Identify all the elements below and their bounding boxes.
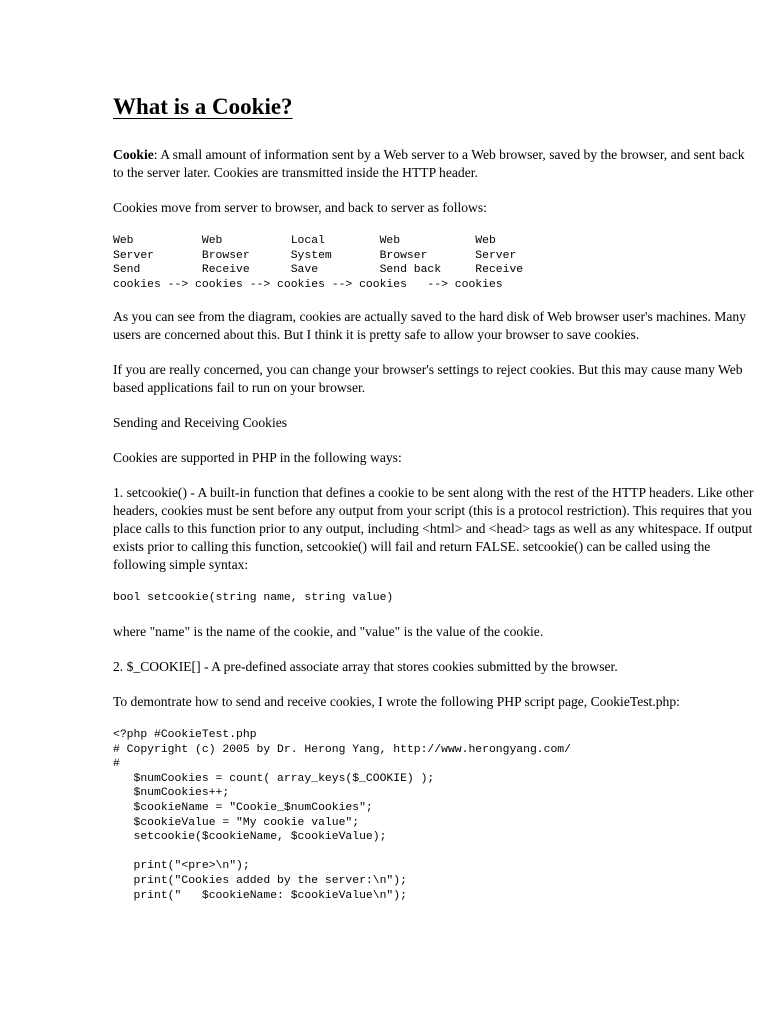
php-support-intro: Cookies are supported in PHP in the following ways:	[113, 450, 402, 466]
section-heading: Sending and Receiving Cookies	[113, 415, 288, 431]
cookie-array-item: 2. $_COOKIE[] - A pre-defined associate array that stores cookies submitted by the browser.	[113, 658, 618, 674]
paragraph-hard-disk: As you can see from the diagram, cookies are actually saved to the hard disk of Web browser user's machines. Many users are concerned about this. But I think it is pretty safe to allow your browser to save cookies.	[113, 309, 747, 343]
cookie-definition	[113, 146, 758, 182]
document-title: What is a Cookie?	[113, 94, 293, 119]
setcookie-syntax: bool setcookie(string name, string value)	[113, 592, 394, 605]
cookie-flow-diagram: Web Web Local Web Web Server Browser System Browser Server Send Receive Save Send back Receive cookies --> cookies --> cookies --> cookies --> cookies	[113, 235, 524, 291]
cookie-definition-text: : A small amount of information sent by a Web server to a Web browser, saved by the browser, and sent back to the server later. Cookies are transmitted inside the HTTP header.	[113, 147, 745, 180]
document-page	[113, 92, 758, 920]
php-code-block: <?php #CookieTest.php # Copyright (c) 2005 by Dr. Herong Yang, http://www.herongyang.com/ # $numCookies = count( array_keys($_COOKIE) ); $numCookies++; $cookieName = "Cookie_$numCookies"; $cookieValue = "My cookie value"; setcookie($cookieName, $cookieValue); print("<pre>\n"); print("Cookies added by the server:\n"); print(" $cookieName: $cookieValue\n");	[113, 728, 571, 902]
demo-intro: To demontrate how to send and receive cookies, I wrote the following PHP script page, CookieTest.php:	[113, 693, 680, 709]
paragraph-concerned: If you are really concerned, you can change your browser's settings to reject cookies. But this may cause many Web based applications fail to run on your browser.	[113, 362, 743, 396]
setcookie-item: 1. setcookie() - A built-in function that defines a cookie to be sent along with the rest of the HTTP headers. Like other headers, cookies must be sent before any output from your script (this is a protocol restriction). This requires that you place calls to this function prior to any output, including <html> and <head> tags as well as any whitespace. If output exists prior to calling this function, setcookie() will fail and return FALSE. setcookie() can be called using the following simple syntax:	[113, 485, 754, 573]
syntax-explanation: where "name" is the name of the cookie, and "value" is the value of the cookie.	[113, 623, 544, 639]
cookie-term: Cookie	[113, 147, 154, 162]
flow-intro: Cookies move from server to browser, and back to server as follows:	[113, 200, 487, 215]
